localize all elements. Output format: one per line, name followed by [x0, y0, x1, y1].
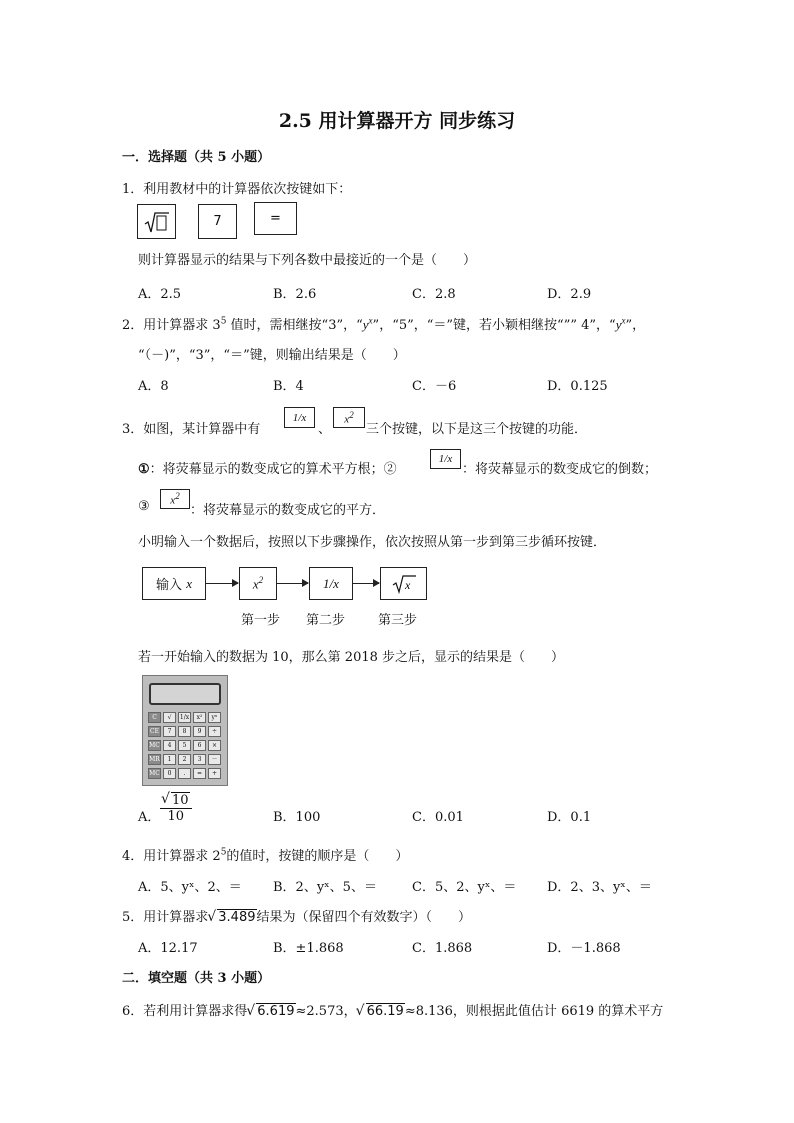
- calculator-key: 6: [193, 740, 206, 751]
- calculator-key: －: [208, 754, 221, 765]
- q4-option-c: C．5、2、yˣ、＝: [412, 880, 517, 895]
- calculator-key: C: [148, 712, 161, 723]
- q1-sub: 则计算器显示的结果与下列各数中最接近的一个是（ ）: [138, 253, 477, 268]
- section-heading-choice: 一．选择题（共 5 小题）: [122, 150, 271, 165]
- q5-option-d: D．－1.868: [547, 941, 621, 956]
- q3-option-b: B．100: [273, 810, 321, 825]
- q1-option-a: A．2.5: [138, 287, 182, 302]
- q3-option-a-fraction: √ $\frac{10}{10}$: [160, 793, 192, 824]
- q3-question: 若一开始输入的数据为 10，那么第 2018 步之后，显示的结果是（ ）: [138, 650, 565, 665]
- q5-stem: 5．用计算器求√ 3.489结果为（保留四个有效数字）（ ）: [122, 906, 471, 925]
- flow-input-box: 输入 x: [142, 567, 206, 600]
- q3-option-a-prefix: A．: [138, 810, 161, 825]
- q1-stem: 1．利用教材中的计算器依次按键如下：: [122, 182, 352, 197]
- q1-option-d: D．2.9: [547, 287, 592, 302]
- svg-text:x: x: [404, 577, 410, 592]
- q4-option-a: A．5、yˣ、2、＝: [138, 880, 242, 895]
- flow-arrow-1: [205, 583, 238, 584]
- q3-function-2: ：将荧幕显示的数变成它的倒数；: [462, 462, 658, 477]
- q5-option-a: A．12.17: [138, 941, 198, 956]
- q4-option-d: D．2、3、yˣ、＝: [547, 880, 652, 895]
- q3-line1: 3．如图，某计算器中有: [122, 422, 261, 437]
- calculator-key: 1/x: [179, 714, 190, 721]
- q6-stem: 6．若利用计算器求得√ 6.619≈2.573，√ 66.19≈8.136，则根据此值估计 6619 的算术平方: [122, 1000, 663, 1019]
- flow-reciprocal-box: 1/x: [309, 567, 353, 600]
- calculator-key: ×: [208, 740, 221, 751]
- step-3-label: 第三步: [378, 613, 418, 628]
- reciprocal-key-func: 1/x: [430, 449, 461, 469]
- q2-option-d: D．0.125: [547, 379, 608, 394]
- key-7: 7: [198, 204, 237, 239]
- q1-option-b: B．2.6: [273, 287, 317, 302]
- q5-option-b: B．±1.868: [273, 941, 344, 956]
- calculator-key: 9: [193, 726, 206, 737]
- section-heading-fill: 二．填空题（共 3 小题）: [122, 971, 271, 986]
- q1-option-c: C．2.8: [412, 287, 456, 302]
- calculator-key: 0: [163, 768, 176, 779]
- calculator-key: √: [163, 712, 176, 723]
- q3-option-d: D．0.1: [547, 810, 592, 825]
- calculator-key: 3: [193, 754, 206, 765]
- q3-line1-tail: 三个按键，以下是这三个按键的功能．: [366, 422, 588, 437]
- square-key-inline: $x^2$: [333, 407, 365, 428]
- q5-option-c: C．1.868: [412, 941, 473, 956]
- calculator-key: x²: [193, 712, 206, 723]
- calculator-key: CE: [148, 726, 161, 737]
- calculator-key: +: [208, 768, 221, 779]
- sqrt-key: [137, 204, 176, 239]
- page-title: 2.5 用计算器开方 同步练习: [278, 110, 516, 132]
- calculator-key: MC: [149, 770, 160, 777]
- calculator-key: .: [178, 768, 191, 779]
- flow-arrow-3: [352, 583, 379, 584]
- calculator-key: 4: [163, 740, 176, 751]
- calculator-keypad: [148, 712, 224, 779]
- calculator-screen: [149, 683, 221, 705]
- q3-sep1: 、: [318, 422, 332, 437]
- calculator-key: 1: [163, 754, 176, 765]
- sqrt-key-icon: [138, 205, 175, 238]
- flow-arrow-2: [276, 583, 308, 584]
- q3-description: 小明输入一个数据后，按照以下步骤操作，依次按照从第一步到第三步循环按键．: [138, 535, 607, 550]
- flow-sqrt-icon: [391, 573, 417, 595]
- q3-function-3-marker: ③: [138, 499, 150, 514]
- q2-option-c: C．－6: [412, 379, 457, 394]
- flow-sqrt-box: [380, 567, 427, 600]
- calculator-key: 7: [163, 726, 176, 737]
- square-key-func: $x^2$: [160, 489, 190, 509]
- calculator-key: ÷: [208, 726, 221, 737]
- flow-square-box: $x^2$: [239, 567, 277, 600]
- calculator-key: 5: [178, 740, 191, 751]
- calculator-illustration: [142, 675, 228, 786]
- q2-option-b: B．4: [273, 379, 304, 394]
- q2-line2: “（－)”，“3”，“＝”键，则输出结果是（ ）: [138, 348, 406, 363]
- q2-option-a: A．8: [138, 379, 169, 394]
- calculator-key: 8: [178, 726, 191, 737]
- calculator-key: MR: [149, 756, 160, 763]
- calculator-key: =: [193, 768, 206, 779]
- calculator-key: 2: [178, 754, 191, 765]
- step-1-label: 第一步: [241, 613, 281, 628]
- q4-option-b: B．2、yˣ、5、＝: [273, 880, 377, 895]
- q2-line1: 2．用计算器求 $3^5$ 值时，需相继按“3”，“$y^x$”，“5”，“＝”键，若小颖相继按“”” 4”，“$y^x$”，: [122, 315, 646, 333]
- key-equals: =: [254, 202, 297, 235]
- calculator-key: yˣ: [208, 712, 221, 723]
- q3-option-c: C．0.01: [412, 810, 464, 825]
- calculator-key: MC: [149, 742, 160, 749]
- q3-function-1: ①：将荧幕显示的数变成它的算术平方根；②: [138, 462, 397, 477]
- reciprocal-key-inline: 1/x: [284, 407, 315, 428]
- q3-function-3: ：将荧幕显示的数变成它的平方．: [190, 503, 386, 518]
- step-2-label: 第二步: [306, 613, 346, 628]
- q4-stem: 4．用计算器求 $2^5$的值时，按键的顺序是（ ）: [122, 847, 409, 864]
